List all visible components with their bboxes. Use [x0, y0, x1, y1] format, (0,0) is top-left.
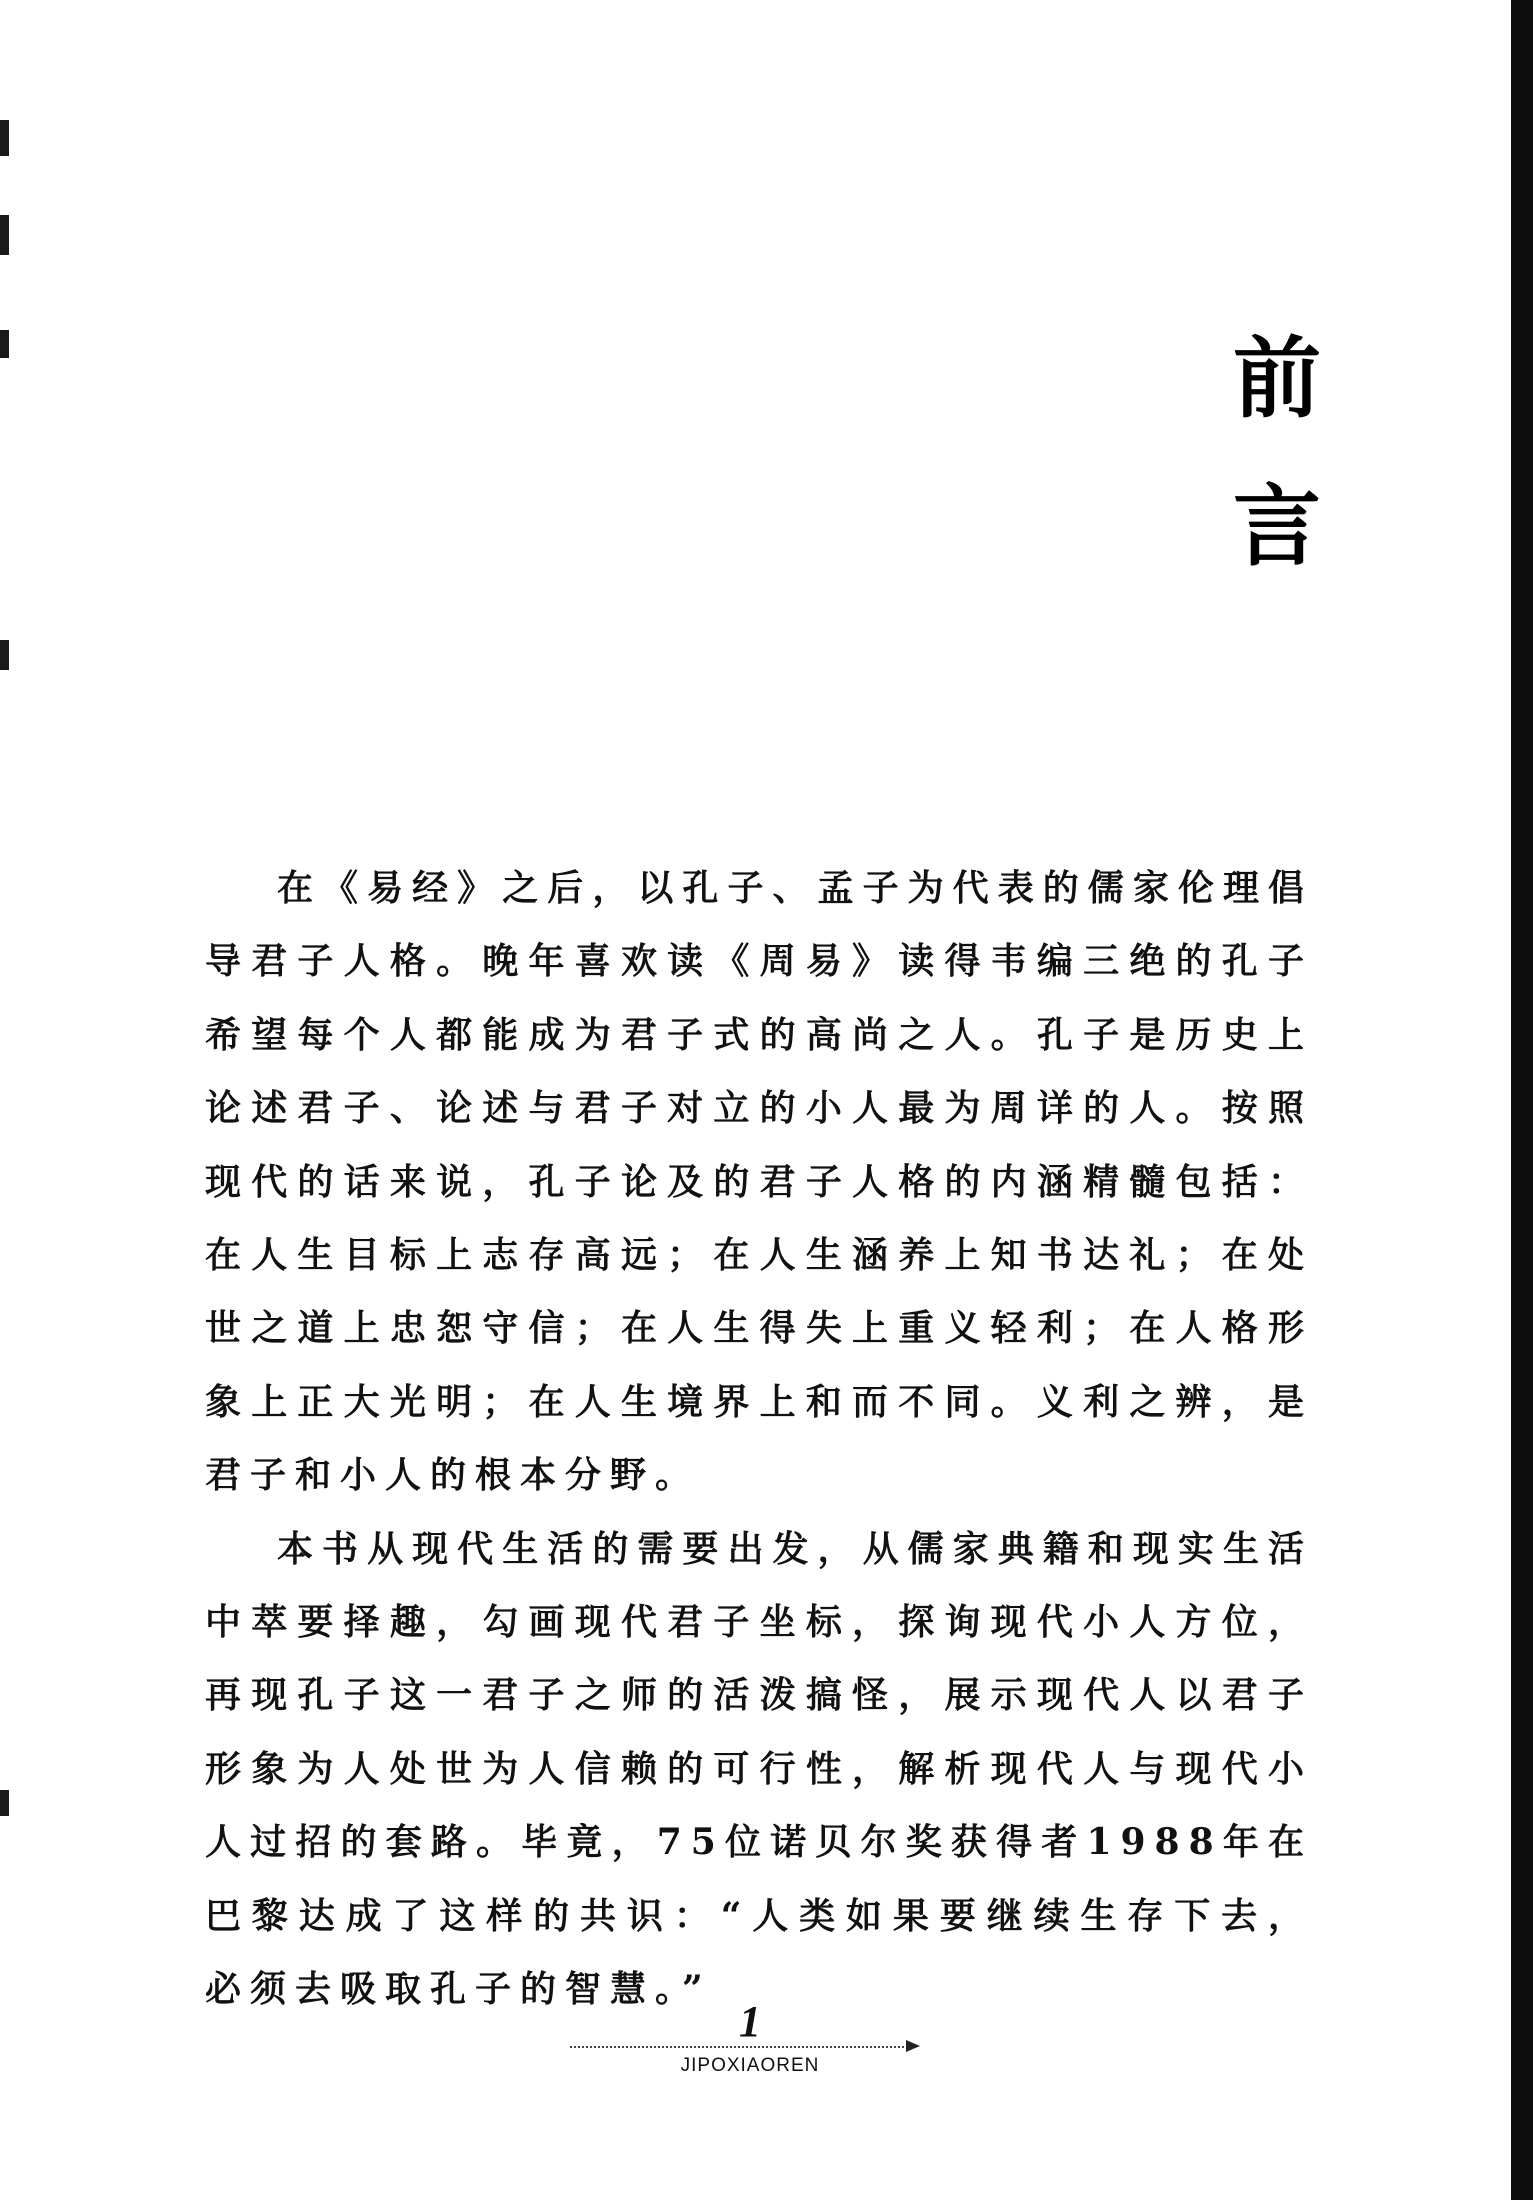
- page-footer: [570, 1997, 930, 2080]
- dotted-rule: [570, 2046, 908, 2048]
- scan-edge-mark: [0, 1790, 9, 1816]
- scan-edge-mark: [0, 640, 9, 670]
- title-char: 言: [1232, 475, 1321, 578]
- body-text: [205, 852, 1313, 2027]
- paragraph: 在《易经》之后，以孔子、孟子为代表的儒家伦理倡导君子人格。晚年喜欢读《周易》读得韦编三绝的孔子希望每个人都能成为君子式的高尚之人。孔子是历史上论述君子、论述与君子对立的小人最为周详的人。按照现代的话来说，孔子论及的君子人格的内涵精髓包括：在人生目标上志存高远；在人生涵养上知书达礼；在处世之道上忠恕守信；在人生得失上重义轻利；在人格形象上正大光明；在人生境界上和而不同。义利之辨，是君子和小人的根本分野。: [205, 867, 1313, 1497]
- arrow-right-icon: [906, 2040, 920, 2052]
- page-number: 1: [739, 1997, 761, 2046]
- title-char: 前: [1232, 327, 1321, 430]
- scan-edge-right: [1511, 0, 1533, 2200]
- footer-label: JIPOXIAOREN: [680, 2055, 820, 2076]
- paragraph: 本书从现代生活的需要出发，从儒家典籍和现实生活中萃要择趣，勾画现代君子坐标，探询现代小人方位，再现孔子这一君子之师的活泼搞怪，展示现代人以君子形象为人处世为人信赖的可行性，解析现代人与现代小人过招的套路。毕竟，75位诺贝尔奖获得者1988年在巴黎达成了这样的共识：“人类如果要继续生存下去，必须去吸取孔子的智慧。”: [205, 1527, 1313, 2011]
- scan-edge-mark: [0, 330, 9, 358]
- scan-edge-mark: [0, 215, 9, 255]
- scan-edge-mark: [0, 120, 9, 156]
- chapter-title: [1222, 327, 1332, 578]
